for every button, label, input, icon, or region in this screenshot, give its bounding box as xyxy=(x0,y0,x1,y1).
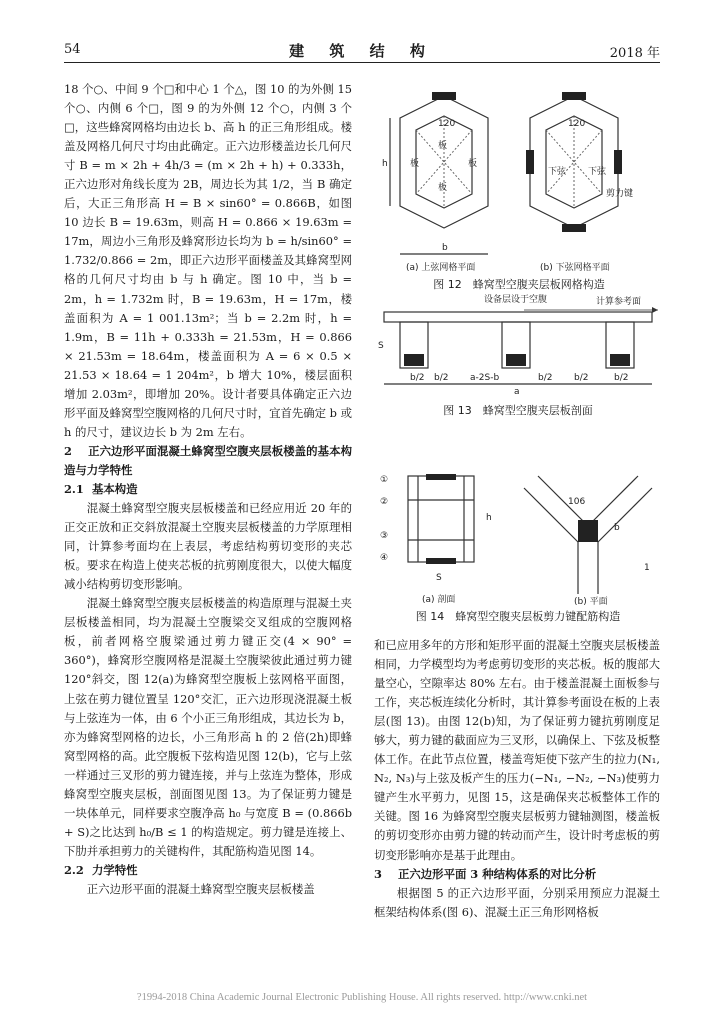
fig12-label-board-2: 板 xyxy=(468,159,478,169)
section-title: 正六边形平面 3 种结构体系的对比分析 xyxy=(398,866,597,881)
fig12-label-120-a: 120 xyxy=(438,119,456,129)
fig14-mark-1: ① xyxy=(380,475,389,485)
fig13-dim-2: b/2 xyxy=(434,373,449,383)
figure-13 xyxy=(374,288,662,396)
issue-year: 2018 年 xyxy=(609,46,660,61)
fig12-label-board-3: 板 xyxy=(438,141,448,151)
fig12-sub-a: (a) 上弦网格平面 xyxy=(406,263,476,273)
section-number: 3 xyxy=(374,866,382,881)
fig13-arrow-icon xyxy=(652,307,658,313)
section-heading xyxy=(374,865,660,884)
fig12-label-board-4: 板 xyxy=(438,183,448,193)
subsection-heading xyxy=(64,861,352,880)
fig12-label-board-1: 板 xyxy=(410,159,420,169)
figure-14 xyxy=(374,430,662,606)
figure-12-drawing xyxy=(376,78,662,274)
section-number: 2.2 xyxy=(64,862,84,877)
fig12-label-shear-key: 剪力键 xyxy=(606,189,634,199)
fig14-mark-2: ② xyxy=(380,497,389,507)
section-heading xyxy=(64,442,352,480)
right-column xyxy=(374,636,660,922)
section-title: 正六边形平面混凝土蜂窝型空腹夹层板楼盖的基本构造与力学特性 xyxy=(64,443,352,477)
fig13-label-a: a xyxy=(514,387,520,396)
paragraph-text: 正六边形平面的混凝土蜂窝型空腹夹层板楼盖 xyxy=(86,881,315,896)
fig13-label-s: S xyxy=(378,341,384,351)
paragraph xyxy=(64,880,352,899)
paragraph xyxy=(64,80,352,442)
figure-12 xyxy=(376,78,662,274)
figure-14-caption: 图 14 蜂窝型空腹夹层板剪力键配筋构造 xyxy=(415,610,621,623)
fig14-sub-b: (b) 平面 xyxy=(574,597,608,606)
subsection-heading xyxy=(64,480,352,499)
fig14-sub-a: (a) 剖面 xyxy=(422,595,456,605)
fig12-label-lower-chord-1: 下弦 xyxy=(548,167,567,177)
fig14-label-s: S xyxy=(436,573,442,583)
fig12-label-b: b xyxy=(442,243,448,253)
fig14-label-1: 1 xyxy=(644,563,650,573)
fig13-dim-1: b/2 xyxy=(410,373,425,383)
paragraph-text: 混凝土蜂窝型空腹夹层板楼盖的构造原理与混凝土夹层板楼盖相同，均为混凝土空腹梁交叉组成的空腹网格板，前者网格空腹梁通过剪力键正交(4 × 90° = 360°)，蜂窝形空腹网格是混凝土空腹梁彼此通过剪力键 120°斜交，图 12(a)为蜂窝型空腹板上弦网格平面图，上弦在剪力键位置呈 120°交汇，正六边形现浇混凝土板与上弦连为一体，由 6 个小正三角形组成，其边长为 b，亦为蜂窝型网格的边长，小三角形高 h 的 2 倍(2h)即蜂窝型网格的高。此空腹板下弦构造见图 12(b)，它与上弦一样通过三叉形的剪力键连接，并与上弦连为整体，形成蜂窝型空腹夹层板，剖面图见图 13。为了保证剪力键是一块体单元，同样要求空腹净高 h₀ 与宽度 B = (0.866b + S)之比达到 h₀/B ≤ 1 的构造规定。剪力键是连接上、下肋并承担剪力的关键构件，其配筋构造见图 14。 xyxy=(64,596,352,858)
paragraph-text: 根据图 5 的正六边形平面，分别采用预应力混凝土框架结构体系(图 6)、混凝土正三角形网格板 xyxy=(374,885,660,919)
figure-14-drawing xyxy=(374,430,662,606)
fig14-mark-4: ④ xyxy=(380,553,389,563)
fig13-dim-3: a-2S-b xyxy=(470,373,500,383)
fig12-label-120-b: 120 xyxy=(568,119,586,129)
paragraph xyxy=(64,499,352,594)
fig12-label-lower-chord-2: 下弦 xyxy=(588,167,607,177)
figure-13-drawing xyxy=(374,288,662,396)
section-number: 2.1 xyxy=(64,481,84,496)
fig14-mark-3: ③ xyxy=(380,531,389,541)
fig14-label-h: h xyxy=(486,513,492,523)
section-title: 力学特性 xyxy=(92,862,138,877)
fig13-dim-5: b/2 xyxy=(574,373,589,383)
fig13-dim-6: b/2 xyxy=(614,373,629,383)
figure-13-caption: 图 13 蜂窝型空腹夹层板剖面 xyxy=(443,404,593,417)
fig12-label-h: h xyxy=(382,159,388,169)
paragraph-text: 混凝土蜂窝型空腹夹层板楼盖和已经应用近 20 年的正交正放和正交斜放混凝土空腹夹层板楼盖的力学原理相同，计算参考面均在上表层，考虑结构剪切变形的夹芯板。要求在构造上使夹芯板的抗剪刚度很大，以使大幅度减小结构剪切变形影响。 xyxy=(64,501,352,592)
left-column xyxy=(64,80,352,899)
paragraph xyxy=(64,594,352,861)
section-title: 基本构造 xyxy=(92,481,138,496)
fig14-label-b: b xyxy=(614,523,620,533)
header-rule xyxy=(64,62,660,63)
paragraph-text: 18 个○、中间 9 个□和中心 1 个△，图 10 的为外侧 15 个○、内侧 6 个□，图 9 的为外侧 12 个○，内侧 3 个□，这些蜂窝网格均由边长 b、高 h 的正三角形组成。楼盖及网格几何尺寸均由此确定。正六边形楼盖边长几何尺寸 B = m × 2h + 4h/3 = (m × 2h + h) + 0.333h，正六边形对角线长度为 2B，周边长为其 1/2，当 B 确定后，大正三角形高 H = B × sin60° = 0.866B，如图 10 边长 B = 19.63m，则高 H = 0.866 × 19.63m = 17m，周边小三角形及蜂窝形边长均为 b = h/sin60° = 1.732/0.866 = 2m，即正六边形平面楼盖及其蜂窝型网格的几何尺寸均由 b 与 h 确定。图 10 中，当 b = 2m，h = 1.732m 时，B = 19.63m，H = 17m，楼盖面积为 A = 1 001.13m²；当 b = 2.2m 时，h = 1.9m，B = 11h + 0.333h = 21.53m，H = 0.866 × 21.53m = 18.64m，楼盖面积为 A = 6 × 0.5 × 21.53 × 18.64 = 1 204m²，b 增大 10%，楼层面积增加 2.03m²，即增加 20%。设计者要具体确定正六边形平面及蜂窝型空腹网格的几何尺寸时，宜首先确定 b 或 h 的尺寸，建议边长 b 为 2m 左右。 xyxy=(64,82,352,439)
paragraph-text: 和已应用多年的方形和矩形平面的混凝土空腹夹层板楼盖相同，力学模型均为考虑剪切变形的夹芯板。板的腹部大量空心，空隙率达 80% 左右。由于楼盖混凝土面板参与工作，夹芯板连续化分析时，其计算参考面设在板的上表层(图 13)。由图 12(b)知，为了保证剪力键抗剪刚度足够大，剪力键的截面应为三叉形，以确保上、下弦及板整体工作。在此节点位置，楼盖弯矩使下弦产生的拉力(N₁, N₂, N₃)与上弦及板产生的压力(−N₁, −N₂, −N₃)使剪力键产生水平剪力，见图 15，这是确保夹芯板整体工作的关键。图 16 为蜂窝型空腹夹层板剪力键轴测图，楼盖板的剪切变形亦由剪力键的转动而产生，设计时考虑板的剪切变形影响亦是基于此理由。 xyxy=(374,638,660,862)
copyright-footer: ?1994-2018 China Academic Journal Electronic Publishing House. All rights reserved. http://www.cnki.net xyxy=(136,992,588,1003)
fig12-sub-b: (b) 下弦网格平面 xyxy=(540,263,610,273)
page-number: 54 xyxy=(64,42,81,57)
fig14-label-106: 106 xyxy=(568,497,586,507)
fig13-label-surface: 设备层设于空腹 xyxy=(484,295,548,305)
section-number: 2 xyxy=(64,443,72,458)
fig13-label-ref: 计算参考面 xyxy=(596,297,642,307)
paragraph xyxy=(374,636,660,865)
page-header xyxy=(64,38,660,62)
figure-12-caption: 图 12 蜂窝型空腹夹层板网格构造 xyxy=(433,278,605,291)
journal-title: 建 筑 结 构 xyxy=(289,42,435,60)
fig13-dim-4: b/2 xyxy=(538,373,553,383)
paragraph xyxy=(374,884,660,922)
